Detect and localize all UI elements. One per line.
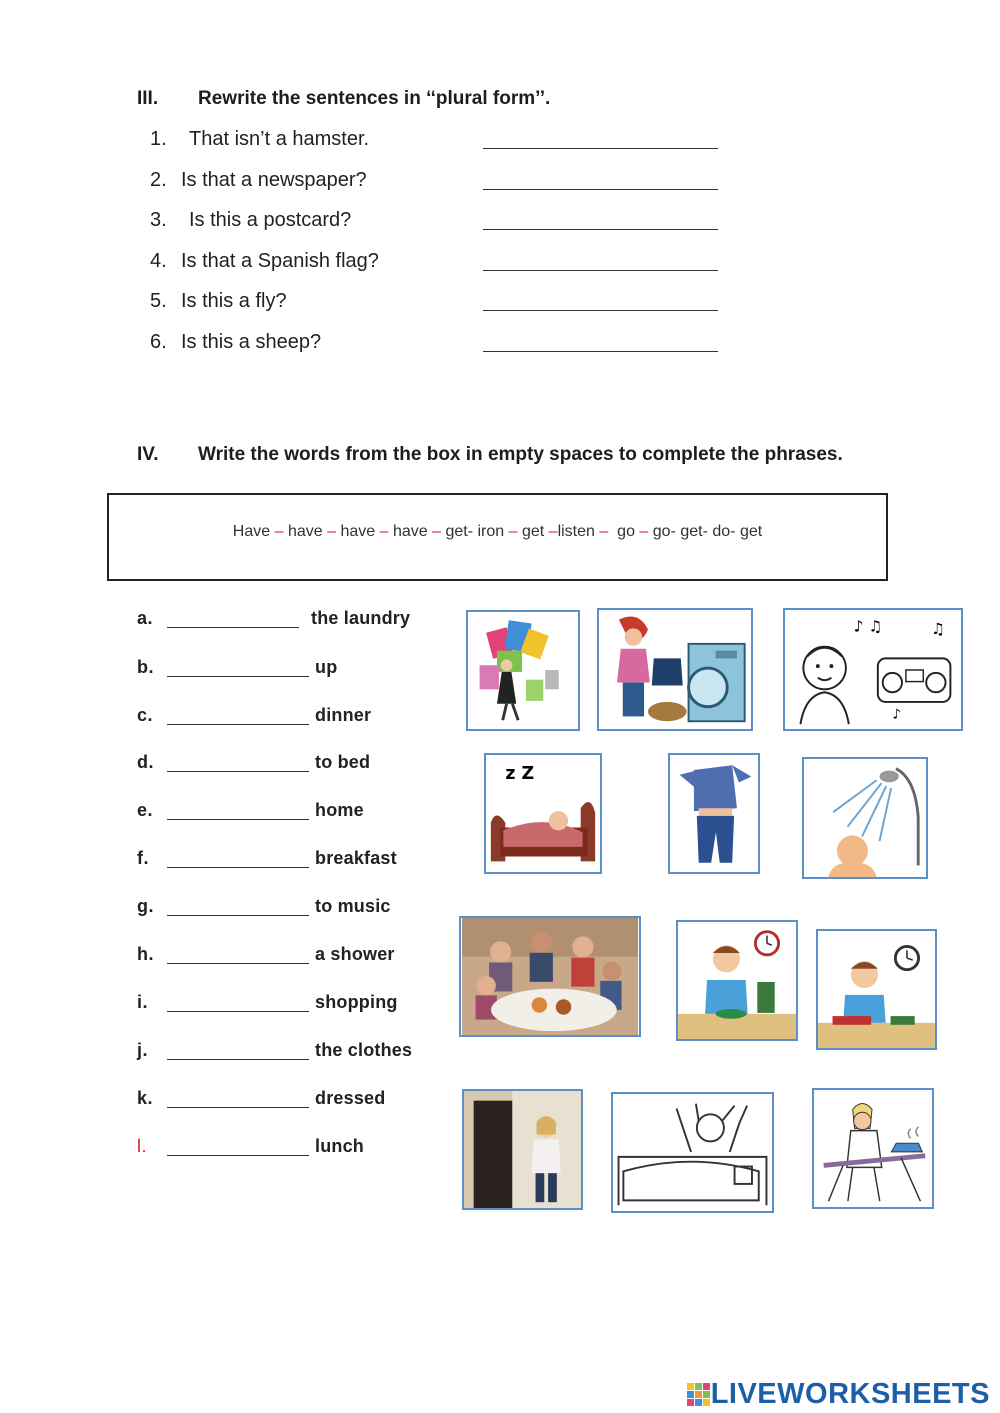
phrase-word: the laundry [311, 608, 411, 628]
svg-text:z Z: z Z [505, 764, 535, 785]
phrase-blank-f[interactable] [167, 867, 309, 868]
logo-text: LIVEWORKSHEETS [710, 1378, 990, 1410]
phrase-word: dinner [315, 705, 372, 725]
svg-text:♪: ♪ [892, 706, 901, 723]
phrase-letter: a. [137, 608, 154, 628]
phrase-word: up [315, 657, 338, 677]
phrase-blank-g[interactable] [167, 915, 309, 916]
question-text: Is this a postcard? [189, 209, 352, 231]
phrase-blank-e[interactable] [167, 819, 309, 820]
phrase-letter: g. [137, 896, 154, 916]
answer-field-4[interactable] [483, 270, 718, 271]
word-item: get [739, 523, 763, 540]
phrase-blank-k[interactable] [167, 1107, 309, 1108]
answer-field-5[interactable] [483, 310, 718, 311]
laundry-picture [597, 608, 753, 731]
phrase-word: breakfast [315, 848, 397, 868]
word-item: do [712, 523, 731, 540]
dressing-picture [668, 753, 760, 874]
word-item: get [680, 523, 703, 540]
liveworksheets-logo [687, 1378, 990, 1411]
word-item: have [340, 523, 376, 540]
phrase-blank-a[interactable] [167, 627, 299, 628]
phrase-word: lunch [315, 1136, 364, 1156]
question-text: Is this a fly? [181, 290, 287, 312]
answer-field-6[interactable] [483, 351, 718, 352]
phrase-blank-i[interactable] [167, 1011, 309, 1012]
sleeping-picture [484, 753, 602, 874]
word-item: go [617, 523, 635, 540]
phrase-blank-j[interactable] [167, 1059, 309, 1060]
question-number: 3. [150, 209, 167, 231]
section-4-title: Write the words from the box in empty spaces to complete the phrases. [198, 444, 843, 465]
word-item: get [521, 523, 545, 540]
getting-up-picture [611, 1092, 774, 1213]
phrase-letter: j. [137, 1040, 149, 1060]
phrase-letter: l. [137, 1136, 147, 1156]
phrase-blank-d[interactable] [167, 771, 309, 772]
ironing-picture [812, 1088, 934, 1209]
question-text: Is this a sheep? [181, 331, 322, 353]
coming-home-picture [462, 1089, 583, 1210]
svg-text:♫: ♫ [931, 620, 945, 639]
question-number: 5. [150, 290, 167, 312]
phrase-blank-h[interactable] [167, 963, 309, 964]
word-item: listen [557, 523, 595, 540]
shopping-picture [466, 610, 580, 731]
logo-icon [687, 1383, 711, 1407]
question-text: Is that a newspaper? [181, 169, 367, 191]
phrase-letter: k. [137, 1088, 154, 1108]
question-number: 1. [150, 128, 167, 150]
family-dinner-picture [459, 916, 641, 1037]
phrase-letter: e. [137, 800, 154, 820]
word-item: have [287, 523, 323, 540]
word-item: go [652, 523, 671, 540]
answer-field-2[interactable] [483, 189, 718, 190]
phrase-blank-l[interactable] [167, 1155, 309, 1156]
phrase-word: a shower [315, 944, 395, 964]
word-item: get [445, 523, 468, 540]
music-picture [783, 608, 963, 731]
breakfast-picture [676, 920, 798, 1041]
lunch-picture [816, 929, 937, 1050]
phrase-letter: h. [137, 944, 154, 964]
question-number: 4. [150, 250, 167, 272]
phrase-word: shopping [315, 992, 398, 1012]
phrase-letter: i. [137, 992, 149, 1012]
phrase-letter: f. [137, 848, 149, 868]
word-box [107, 493, 888, 581]
phrase-blank-b[interactable] [167, 676, 309, 677]
phrase-letter: d. [137, 752, 154, 772]
phrase-letter: c. [137, 705, 154, 725]
word-box-text: Have – have – have – have – get- iron – get –listen – go – go- get- do- get [232, 523, 763, 540]
phrase-word: the clothes [315, 1040, 413, 1060]
answer-field-1[interactable] [483, 148, 718, 149]
word-item: have [392, 523, 428, 540]
phrase-blank-c[interactable] [167, 724, 309, 725]
phrase-word: dressed [315, 1088, 386, 1108]
word-item: iron [477, 523, 505, 540]
section-3-number: III. [137, 88, 159, 109]
question-text: Is that a Spanish flag? [181, 250, 379, 272]
word-item: Have [232, 523, 271, 540]
question-number: 2. [150, 169, 167, 191]
section-3-title: Rewrite the sentences in ‘‘plural form’’. [198, 88, 551, 109]
question-text: That isn’t a hamster. [189, 128, 370, 150]
phrase-letter: b. [137, 657, 154, 677]
answer-field-3[interactable] [483, 229, 718, 230]
phrase-word: home [315, 800, 364, 820]
phrase-word: to bed [315, 752, 371, 772]
shower-picture [802, 757, 928, 879]
section-4-number: IV. [137, 444, 159, 465]
svg-text:♪ ♫: ♪ ♫ [853, 617, 883, 636]
question-number: 6. [150, 331, 167, 353]
phrase-word: to music [315, 896, 391, 916]
